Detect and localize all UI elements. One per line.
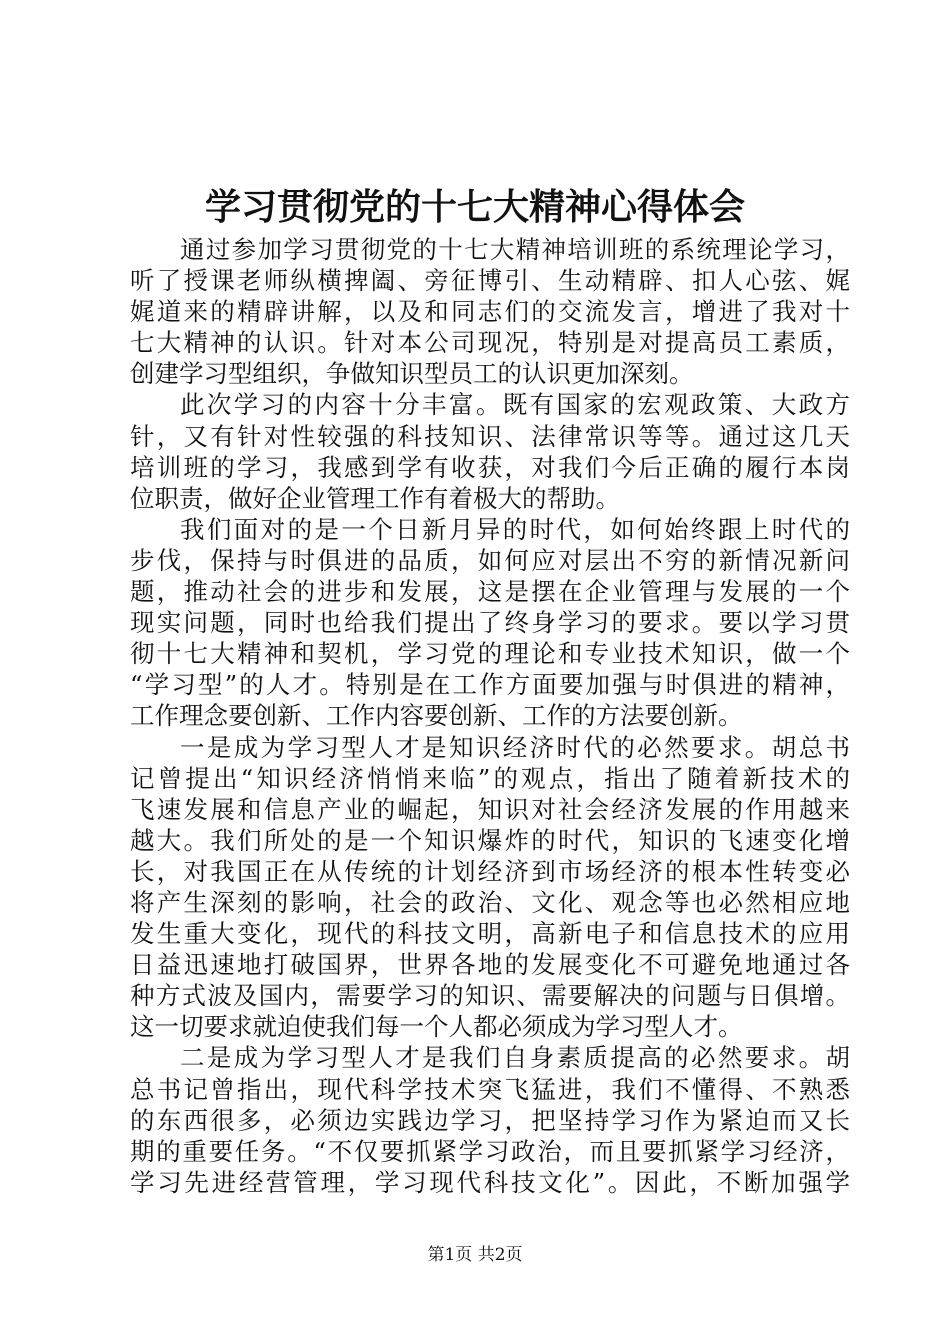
paragraph-line: 听了授课老师纵横捭阖、旁征博引、生动精辟、扣人心弦、娓 [130,266,850,296]
paragraph-line: 针，又有针对性较强的科技知识、法律常识等等。通过这几天 [130,421,850,451]
paragraph-line: 总书记曾指出，现代科学技术突飞猛进，我们不懂得、不熟悉 [130,1074,850,1104]
paragraph-line: 期的重要任务。“不仅要抓紧学习政治，而且要抓紧学习经济， [130,1136,850,1166]
paragraph-line: 七大精神的认识。针对本公司现况，特别是对提高员工素质， [130,328,850,358]
paragraph-line: 创建学习型组织，争做知识型员工的认识更加深刻。 [130,359,694,389]
page-footer: 第1页 共2页 [427,1245,523,1265]
paragraph-line: 记曾提出“知识经济悄悄来临”的观点，指出了随着新技术的 [130,763,850,793]
paragraph-line: 二是成为学习型人才是我们自身素质提高的必然要求。胡 [180,1043,850,1073]
paragraph-line: 步伐，保持与时俱进的品质，如何应对层出不穷的新情况新问 [130,545,850,575]
paragraph-line: 这一切要求就迫使我们每一个人都必须成为学习型人才。 [130,1012,743,1042]
paragraph-line: 我们面对的是一个日新月异的时代，如何始终跟上时代的 [180,514,850,544]
paragraph-line: 长，对我国正在从传统的计划经济到市场经济的根本性转变必 [130,856,850,886]
paragraph-line: 题，推动社会的进步和发展，这是摆在企业管理与发展的一个 [130,577,850,607]
paragraph-line: 位职责，做好企业管理工作有着极大的帮助。 [130,483,620,513]
paragraph-line: 一是成为学习型人才是知识经济时代的必然要求。胡总书 [180,732,850,762]
paragraph-line: 工作理念要创新、工作内容要创新、工作的方法要创新。 [130,701,743,731]
paragraph-line: 越大。我们所处的是一个知识爆炸的时代，知识的飞速变化增 [130,825,850,855]
paragraph-line: 发生重大变化，现代的科技文明，高新电子和信息技术的应用 [130,919,850,949]
paragraph-line: 将产生深刻的影响，社会的政治、文化、观念等也必然相应地 [130,887,850,917]
paragraph-line: 彻十七大精神和契机，学习党的理论和专业技术知识，做一个 [130,639,850,669]
paragraph-line: 的东西很多，必须边实践边学习，把坚持学习作为紧迫而又长 [130,1105,850,1135]
document-body [130,234,850,1198]
paragraph-line: 学习先进经营管理，学习现代科技文化”。因此，不断加强学 [130,1167,850,1197]
paragraph-line: 此次学习的内容十分丰富。既有国家的宏观政策、大政方 [180,390,850,420]
paragraph-line: 飞速发展和信息产业的崛起，知识对社会经济发展的作用越来 [130,794,850,824]
paragraph-line: 日益迅速地打破国界，世界各地的发展变化不可避免地通过各 [130,950,850,980]
paragraph-line: 通过参加学习贯彻党的十七大精神培训班的系统理论学习， [180,235,850,264]
paragraph-line: 娓道来的精辟讲解，以及和同志们的交流发言，增进了我对十 [130,297,850,327]
paragraph-line: 培训班的学习，我感到学有收获，对我们今后正确的履行本岗 [130,452,850,482]
paragraph-line: 种方式波及国内，需要学习的知识、需要解决的问题与日俱增。 [130,981,850,1011]
document-title: 学习贯彻党的十七大精神心得体会 [204,186,745,228]
paragraph-line: “学习型”的人才。特别是在工作方面要加强与时俱进的精神， [130,670,850,700]
paragraph-line: 现实问题，同时也给我们提出了终身学习的要求。要以学习贯 [130,608,850,638]
